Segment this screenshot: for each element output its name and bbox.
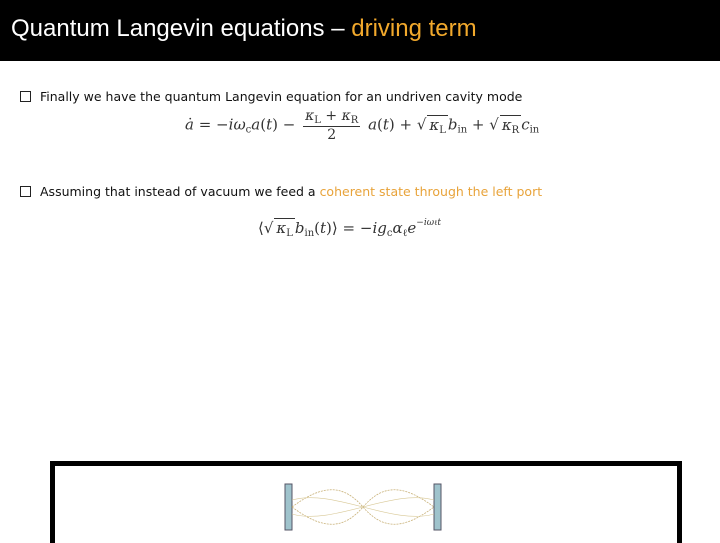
right-mirror <box>434 484 441 530</box>
checkbox-bullet-icon <box>20 186 31 197</box>
mode-wave-4 <box>292 498 434 517</box>
bullet-1-text: Finally we have the quantum Langevin equation for an undriven cavity mode <box>40 89 523 104</box>
bullet-2-highlight: coherent state through the left port <box>319 184 543 199</box>
cavity-figure <box>50 461 682 543</box>
cavity-mirrors-diagram <box>283 482 443 532</box>
left-mirror <box>285 484 292 530</box>
slide-title <box>0 0 720 61</box>
equation-langevin: ȧ = $-i\omega_ca(t)$ − $\frac{\kappa_L + \kappa_R}{2}$ a(t) + √ $\kappa_L$ $b_{in}$ + √ $\kappa_R$ $c_{in}$ <box>185 108 540 143</box>
title-accent: driving term <box>351 15 477 42</box>
bullet-1 <box>20 89 522 104</box>
bullet-2-prefix: Assuming that instead of vacuum we feed a <box>40 184 320 199</box>
checkbox-bullet-icon <box>20 91 31 102</box>
bullet-2 <box>20 184 542 199</box>
title-main: Quantum Langevin equations – <box>11 15 352 42</box>
equation-driving: ⟨√ $\kappa_L$ $b_{in}(t)⟩ = -ig_c\alpha_\ell e^{-i\omega\ell t}$ <box>258 218 442 239</box>
